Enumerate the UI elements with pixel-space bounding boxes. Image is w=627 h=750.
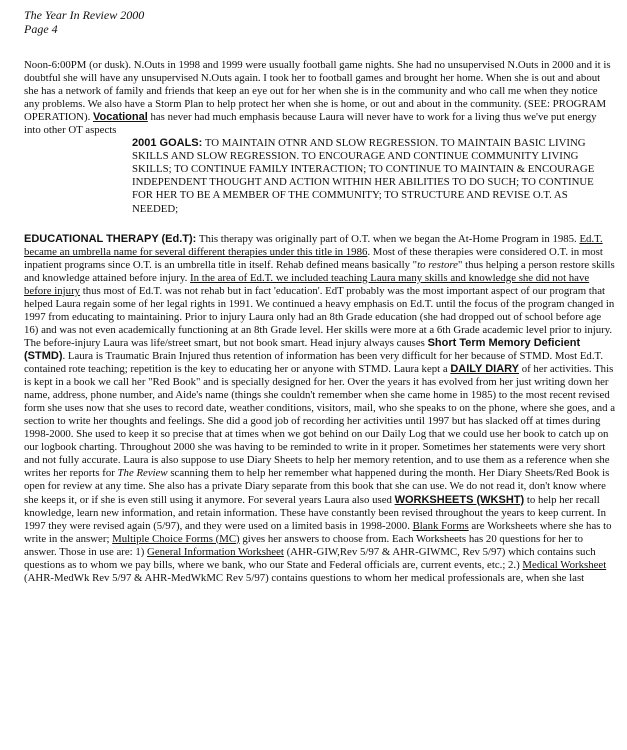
ed-italic: The Review	[117, 467, 168, 480]
vocational-text: has never had much emphasis because Laura will never have to work for a living thus we've put energy into other OT aspects	[24, 111, 597, 137]
daily-diary-term: DAILY DIARY	[450, 363, 520, 376]
goals-label: 2001 GOALS:	[132, 137, 203, 150]
worksheets-term: WORKSHEETS (WKSHT)	[394, 493, 525, 506]
page-number: Page 4	[24, 22, 58, 36]
ed-underline: Ed.T. became an umbrella name for several different therapies under this title in 1986	[24, 232, 603, 258]
page-header	[24, 8, 615, 36]
ed-underline: Medical Worksheet	[522, 558, 607, 571]
ed-underline: Blank Forms	[412, 519, 469, 532]
ed-text: of her activities. This is kept in a book we call her "Red Book" and is specially designed for her. Over the years it has evolved from her just writing down her name, address, phone number, and Aide's name (things she couldn't remember when she came home in 1985) to the most recent revised form she uses now that she uses to record date, weather conditions, visitors, mail, who she speaks to on the phone, where she goes, and a section to write her thoughts and feelings. She did a good job of recording her activities until 1997 but has slacked off at times during 1998-2000. She used to keep it so precise that at times when we got behind on our Daily Log that we could use her book to catch up on our logbook charting. Throughout 2000 she was having to be reminded to write in it proper. Sometimes her statements were very short and not fully accurate. Laura is also suppose to use Diary Sheets to help her memory retention, and to use them as a reference when she writes her reports for	[24, 363, 615, 480]
ed-text: " thus helping a person restore skills and knowledge attained before injury.	[24, 258, 615, 284]
ed-text: This therapy was originally part of O.T. when we began the At-Home Program in 1985.	[196, 232, 580, 245]
ed-underline: General Information Worksheet	[147, 545, 284, 558]
ed-italic: to restore	[417, 258, 458, 271]
paragraph-outings	[24, 59, 615, 137]
ed-underline: Multiple Choice Forms (MC)	[112, 532, 240, 545]
ed-text: (AHR-GIW,Rev 5/97 & AHR-GIWMC, Rev 5/97) which contains such questions as to whom we pay bills, where we bank, who our State and Federal officials are, current events, etc.; 2.)	[24, 545, 596, 571]
stmd-term: Short Term Memory Deficient (STMD)	[24, 336, 581, 362]
paragraph-educational-therapy	[24, 233, 615, 585]
outings-text: Noon-6:00PM (or dusk). N.Outs in 1998 and 1999 were usually football game nights. She had no unsupervised N.Outs in 2000 and it is doubtful she will have any unsupervised N.Outs again. I took her to football games and brought her home. When she is out and about she has a network of family and friends that keep an eye out for her when she is in the community and who call me when they notice any problems. We also have a Storm Plan to help protect her when she is home, or out and about in the community. (SEE: PROGRAM OPERATION).	[24, 59, 611, 124]
ed-underline: In the area of Ed.T. we included teaching Laura many skills and knowledge she did not have before injury	[24, 271, 590, 297]
ed-text: . Most of these therapies were considered O.T. in most inpatient programs since O.T. is an umbrella title in itself. Rehab defined means basically "	[24, 245, 603, 271]
ed-text: thus most of Ed.T. was not rehab but in fact 'education'. EdT probably was the most important aspect of our program that helped Laura regain some of her legal rights in 1991. We continued a heavy emphasis on Ed.T. until the focus of the program changed in 1997 from educating to maintaining. Prior to injury Laura only had an 8th Grade education (she had dropped out of school before age 16) and was not even academically functioning at an 8th Grade level. Her skills were more at a 6th Grade academic level prior to injury. The before-injury Laura was life/street smart, but not book smart. Head injury always causes	[24, 284, 615, 349]
ed-text: (AHR-MedWk Rev 5/97 & AHR-MedWkMC Rev 5/97) contains questions to whom her medical professionals are, when she last	[24, 571, 585, 584]
ed-text: . Laura is Traumatic Brain Injured thus retention of information has been very difficult for her because of STMD. Most Ed.T. contained rote teaching; repetition is the key to educating her or anyone with STMD. Laura kept a	[24, 349, 604, 376]
ed-heading: EDUCATIONAL THERAPY (Ed.T):	[24, 232, 197, 245]
ed-text: scanning them to help her remember what happened during the month. Her Diary Sheets/Red Book is open for review at any time. She also has a private Diary separate from this book that she can use. We do not read it, don't know where she keeps it, or if she is even still using it anymore. For several years Laura also used	[24, 467, 610, 506]
vocational-label: Vocational	[92, 111, 148, 124]
goals-text: TO MAINTAIN OTNR AND SLOW REGRESSION. TO MAINTAIN BASIC LIVING SKILLS AND SLOW REGRESSION. TO ENCOURAGE AND CONTINUE COMMUNITY LIVING SKILLS; TO CONTINUE FAMILY INTERACTION; TO CONTINUE TO MAINTAIN & ENCOURAGE INDEPENDENT THOUGHT AND ACTION WITHIN HER ABILITIES TO DO SUCH; TO CONTINUE FOR HER TO BE A MEMBER OF THE COMMUNITY; TO STRUCTURE AND REVISE O.T. AS NEEDED;	[132, 137, 595, 215]
ed-text: to help her recall knowledge, learn new information, and retain information. These have constantly been revised throughout the years to keep current. In 1997 they were revised again (5/97), and they were used on a limited basis in 1998-2000.	[24, 493, 607, 532]
document-title: The Year In Review 2000	[24, 8, 145, 22]
goals-block	[132, 137, 615, 215]
ed-text: are Worksheets where she has to write in the answer;	[24, 519, 612, 545]
ed-text: gives her answers to choose from. Each Worksheets has 20 questions for her to answer. Those in use are: 1)	[24, 532, 584, 558]
